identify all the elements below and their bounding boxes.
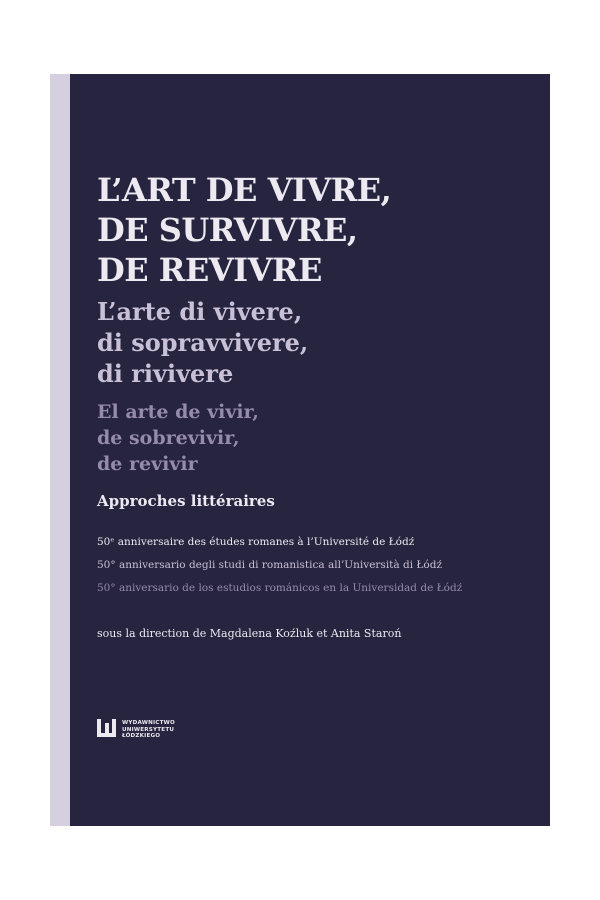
title-french-line-3: DE REVIVRE bbox=[97, 251, 322, 289]
anniversary-french: 50ᵉ anniversaire des études romanes à l’Université de Łódź bbox=[97, 536, 415, 548]
title-spanish-line-3: de revivir bbox=[97, 453, 198, 475]
subtitle: Approches littéraires bbox=[97, 492, 275, 510]
wul-logo-icon bbox=[97, 719, 117, 741]
publisher-line-2: UNIWERSYTETU bbox=[122, 726, 175, 733]
anniversary-spanish: 50° aniversario de los estudios románicos en la Universidad de Łódź bbox=[97, 582, 463, 594]
publisher-logo bbox=[97, 719, 175, 741]
book-cover bbox=[50, 74, 550, 826]
title-french-line-1: L’ART DE VIVRE, bbox=[97, 171, 392, 209]
title-french bbox=[97, 170, 530, 290]
title-italian-line-1: L’arte di vivere, bbox=[97, 297, 303, 326]
title-italian-line-2: di sopravvivere, bbox=[97, 328, 309, 357]
title-italian bbox=[97, 296, 530, 389]
editors-line: sous la direction de Magdalena Koźluk et Anita Staroń bbox=[97, 627, 402, 640]
anniversary-lines bbox=[97, 531, 530, 600]
title-spanish bbox=[97, 399, 530, 477]
publisher-line-3: ŁÓDZKIEGO bbox=[122, 733, 161, 740]
title-italian-line-3: di rivivere bbox=[97, 359, 234, 388]
anniversary-italian: 50° anniversario degli studi di romanistica all’Università di Łódź bbox=[97, 559, 443, 571]
publisher-name bbox=[122, 720, 175, 740]
title-french-line-2: DE SURVIVRE, bbox=[97, 211, 358, 249]
title-spanish-line-2: de sobrevivir, bbox=[97, 427, 240, 449]
cover-content bbox=[97, 170, 530, 641]
cover-spine-strip bbox=[50, 74, 70, 826]
title-spanish-line-1: El arte de vivir, bbox=[97, 401, 259, 423]
publisher-line-1: WYDAWNICTWO bbox=[122, 720, 175, 727]
